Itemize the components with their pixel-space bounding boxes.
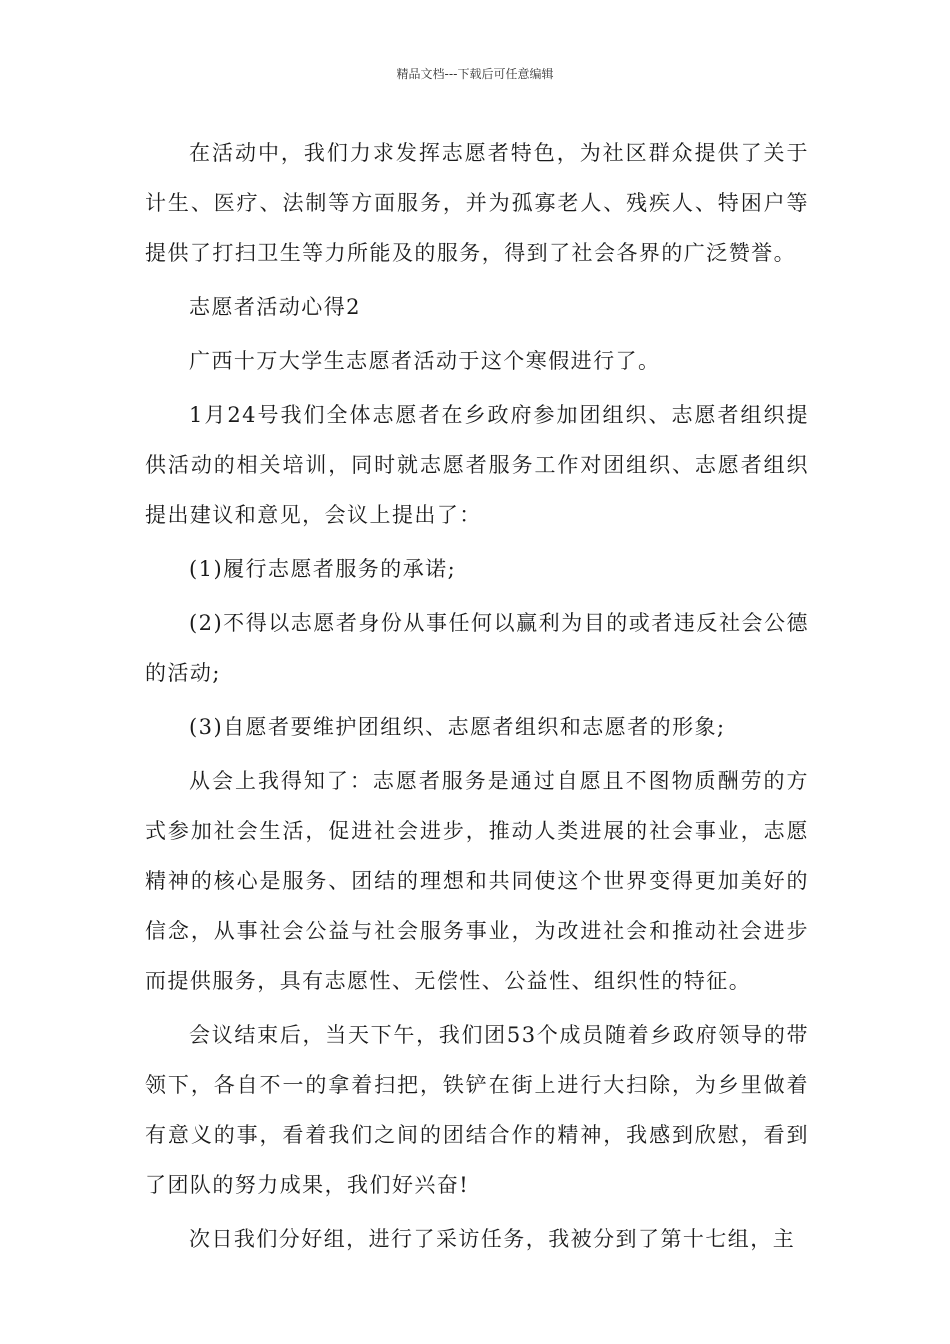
paragraph: 次日我们分好组，进行了采访任务，我被分到了第十七组，主 [189,1227,796,1251]
list-item: (1)履行志愿者服务的承诺; [189,557,457,581]
page-header: 精品文档---下载后可任意编辑 [396,67,554,81]
paragraph: 会议结束后，当天下午，我们团53个成员随着乡政府领导的带领下，各自不一的拿着扫把，铁铲在街上进行大扫除，为乡里做着有意义的事，看着我们之间的团结合作的精神，我感到欣慰，看到了团队的努力成果，我们好兴奋! [145,1023,809,1197]
document-body [145,128,809,1264]
list-item: (3)自愿者要维护团组织、志愿者组织和志愿者的形象; [189,715,726,739]
paragraph: 从会上我得知了：志愿者服务是通过自愿且不图物质酬劳的方式参加社会生活，促进社会进步，推动人类进展的社会事业，志愿精神的核心是服务、团结的理想和共同使这个世界变得更加美好的信念，从事社会公益与社会服务事业，为改进社会和推动社会进步而提供服务，具有志愿性、无偿性、公益性、组织性的特征。 [145,769,809,993]
list-item: (2)不得以志愿者身份从事任何以赢利为目的或者违反社会公德的活动; [145,611,809,685]
paragraph: 在活动中，我们力求发挥志愿者特色，为社区群众提供了关于计生、医疗、法制等方面服务，并为孤寡老人、残疾人、特困户等提供了打扫卫生等力所能及的服务，得到了社会各界的广泛赞誉。 [145,141,809,265]
section-title: 志愿者活动心得2 [189,295,361,319]
paragraph: 广西十万大学生志愿者活动于这个寒假进行了。 [189,349,661,373]
paragraph: 1月24号我们全体志愿者在乡政府参加团组织、志愿者组织提供活动的相关培训，同时就志愿者服务工作对团组织、志愿者组织提出建议和意见，会议上提出了： [145,403,809,527]
